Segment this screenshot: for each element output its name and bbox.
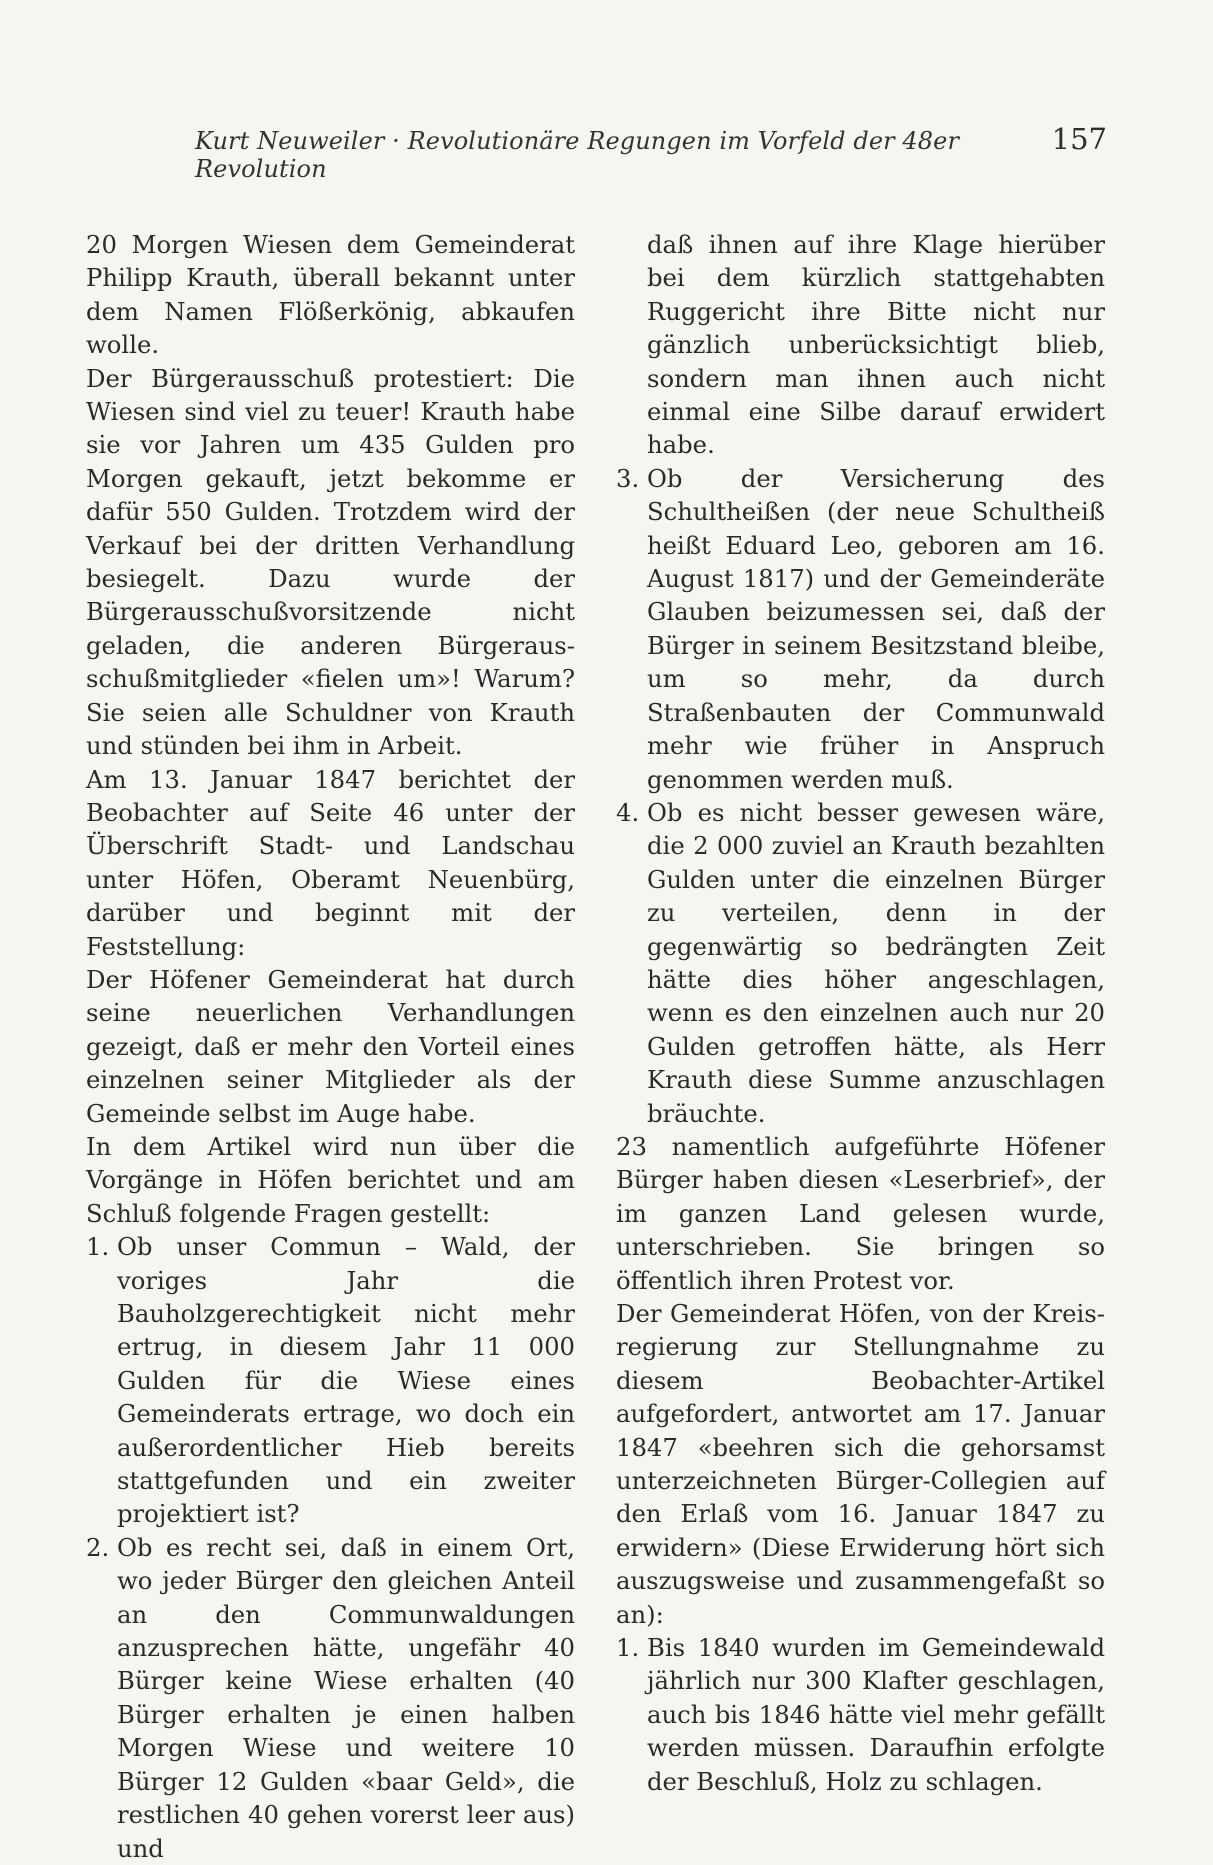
paragraph: Der Gemeinderat Höfen, von der Kreisregierung zur Stellungnahme zu diesem Beobachter-Artikel aufgefordert, antwortet am 17. Januar 1847 «beehren sich die gehorsamst unterzeichneten Bürger-Collegien auf den Erlaß vom 16. Januar 1847 zu erwidern» (Diese Erwiderung hört sich auszugsweise und zusammengefaßt so an):: [616, 1299, 1105, 1629]
list-item: [616, 462, 1105, 796]
list-text: Ob unser Commun – Wald, der voriges Jahr die Bauholzgerechtigkeit nicht mehr ertrug, in diesem Jahr 11 000 Gulden für die Wiese eines Gemeinderats ertrage, wo doch ein außerordentlicher Hieb bereits stattgefunden und ein zweiter projektiert ist?: [117, 1232, 575, 1529]
list-text: Ob der Versicherung des Schultheißen (der neue Schultheiß heißt Eduard Leo, geboren am 16. August 1817) und der Gemeinderäte Glauben beizumessen sei, daß der Bürger in seinem Besitzstand bleibe, um so mehr, da durch Straßenbauten der Communwald mehr wie früher in Anspruch genommen werden muß.: [647, 463, 1105, 794]
list-number: 4.: [616, 797, 640, 827]
list-text: Ob es recht sei, daß in einem Ort, wo jeder Bürger den gleichen Anteil an den Communwaldungen anzusprechen hätte, ungefähr 40 Bürger keine Wiese erhalten (40 Bürger erhalten je einen halben Morgen Wiese und weitere 10 Bürger 12 Gulden «baar Geld», die restlichen 40 gehen vorerst leer aus) und: [117, 1532, 575, 1863]
list-number: 1.: [86, 1232, 110, 1262]
paragraph: Am 13. Januar 1847 berichtet der Beobachter auf Seite 46 unter der Überschrift Stadt- und Landschau unter Höfen, Oberamt Neuenbürg, darüber und beginnt mit der Feststellung:: [86, 764, 575, 961]
page-header: [195, 122, 1107, 183]
running-head: Kurt Neuweiler · Revolutionäre Regungen im Vorfeld der 48er Revolution: [195, 127, 960, 183]
list-item: [616, 796, 1105, 1130]
list-number: 3.: [616, 463, 640, 493]
right-column: [616, 228, 1105, 1798]
page-number: 157: [1051, 122, 1107, 156]
list-text: Bis 1840 wurden im Gemeindewald jährlich nur 300 Klafter geschlagen, auch bis 1846 hätte viel mehr gefällt werden müssen. Daraufhin erfolgte der Beschluß, Holz zu schlagen.: [647, 1633, 1105, 1796]
list-item: [616, 1631, 1105, 1798]
left-column: [86, 228, 575, 1865]
list-number: 2.: [86, 1532, 110, 1562]
paragraph: In dem Artikel wird nun über die Vorgänge in Höfen berichtet und am Schluß folgende Fragen gestellt:: [86, 1131, 575, 1228]
list-item: [86, 1230, 575, 1531]
paragraph: Der Höfener Gemeinderat hat durch seine neuerlichen Verhandlungen gezeigt, daß er mehr den Vorteil eines einzelnen seiner Mitglieder als der Gemeinde selbst im Auge habe.: [86, 964, 575, 1128]
list-number: 1.: [616, 1633, 640, 1663]
list-item: [86, 1531, 575, 1865]
list-text: Ob es nicht besser gewesen wäre, die 2 000 zuviel an Krauth bezahlten Gulden unter die einzelnen Bürger zu verteilen, denn in der gegenwärtig so bedrängten Zeit hätte dies höher angeschlagen, wenn es den einzelnen auch nur 20 Gulden getroffen hätte, als Herr Krauth diese Summe anzuschlagen bräuchte.: [647, 797, 1105, 1128]
paragraph: 23 namentlich aufgeführte Höfener Bürger haben diesen «Leserbrief», der im ganzen Land gelesen wurde, unterschrieben. Sie bringen so öffentlich ihren Protest vor.: [616, 1131, 1105, 1295]
paragraph: Der Bürgerausschuß protestiert: Die Wiesen sind viel zu teuer! Krauth habe sie vor Jahren um 435 Gulden pro Morgen gekauft, jetzt bekomme er dafür 550 Gulden. Trotzdem wird der Verkauf bei der dritten Verhandlung besiegelt. Dazu wurde der Bürgerausschußvorsitzende nicht geladen, die anderen Bürgerausschußmitglieder «fielen um»! Warum? Sie seien alle Schuldner von Krauth und stünden bei ihm in Arbeit.: [86, 363, 575, 761]
paragraph: 20 Morgen Wiesen dem Gemeinderat Philipp Krauth, überall bekannt unter dem Namen Flößerkönig, abkaufen wolle.: [86, 230, 575, 360]
paragraph: daß ihnen auf ihre Klage hierüber bei dem kürzlich stattgehabten Ruggericht ihre Bitte nicht nur gänzlich unberücksichtigt blieb, sondern man ihnen auch nicht einmal eine Silbe darauf erwidert habe.: [647, 230, 1105, 460]
